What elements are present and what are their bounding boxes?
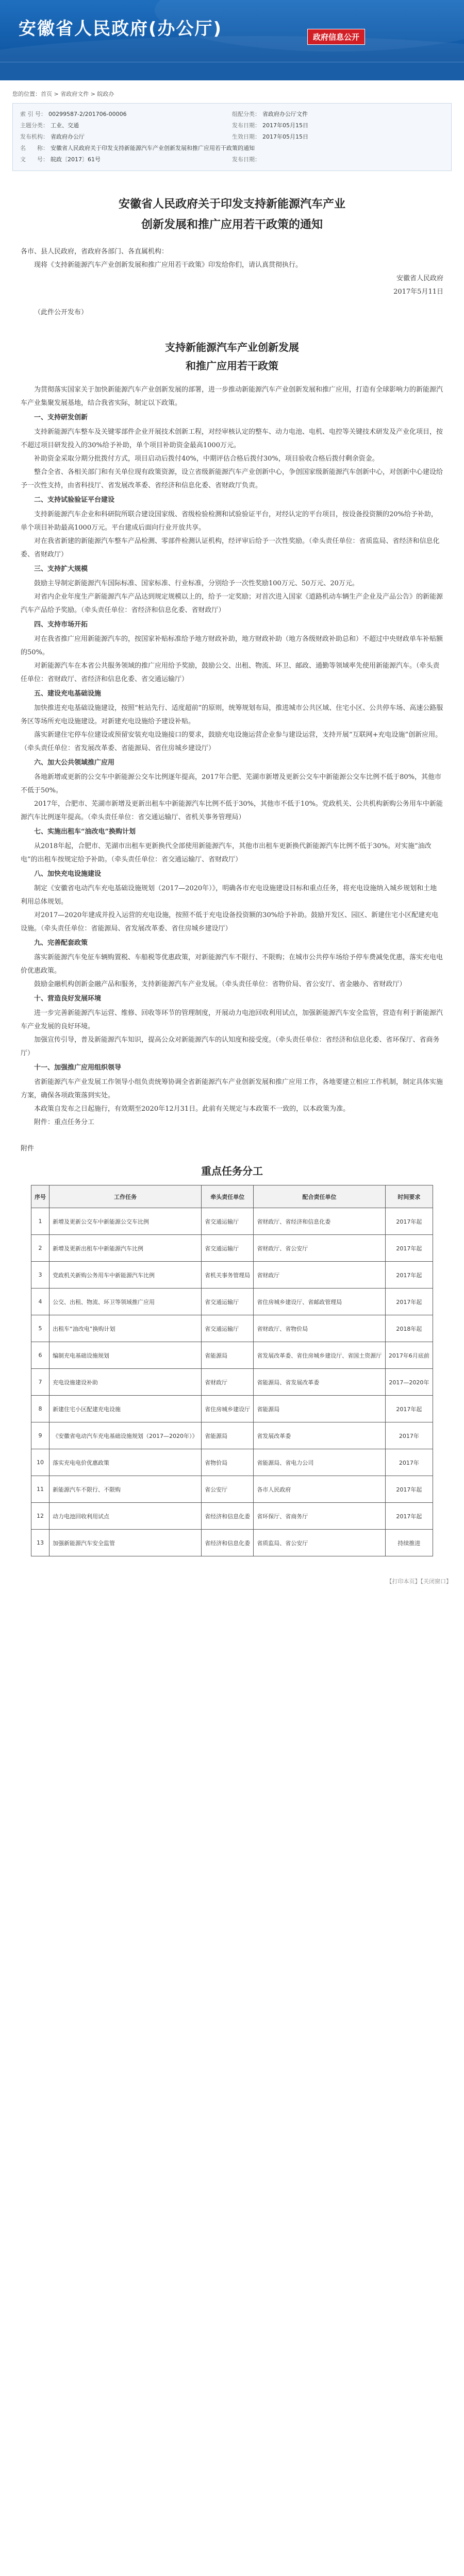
table-cell: 省财政厅、省公安厅 xyxy=(254,1235,385,1262)
document-title xyxy=(0,194,464,235)
table-row xyxy=(31,1289,433,1315)
meta-label: 生效日期： xyxy=(232,133,260,140)
section-heading: 十、营造良好发展环境 xyxy=(34,995,102,1003)
section-paragraph: 加快推进充电基础设施建设，按照“桩站先行、适度超前”的原则，统筹规划布局，推进城市公共区域、住宅小区、公共停车场、高速公路服务区等场所充电设施建设。对新建充电设施给予建设补贴。 xyxy=(21,704,443,725)
table-cell: 省财政厅、省物价局 xyxy=(254,1315,385,1342)
table-row xyxy=(31,1449,433,1476)
table-cell: 新增及更新出租车中新能源汽车比例 xyxy=(49,1235,202,1262)
meta-label: 索 引 号： xyxy=(20,111,46,117)
attachment-label: 附件 xyxy=(21,1145,35,1153)
table-cell: 新增及更新公交车中新能源公交车比例 xyxy=(49,1208,202,1235)
table-cell: 省住房城乡建设厅、省邮政管理局 xyxy=(254,1289,385,1315)
section-paragraph: 省新能源汽车产业发展工作领导小组负责统筹协调全省新能源汽车产业创新发展和推广应用工作，各地要建立相应工作机制，制定具体实施方案，确保各项政策落到实处。 xyxy=(21,1078,443,1099)
section-heading: 十一、加强推广应用组织领导 xyxy=(34,1064,122,1072)
section-paragraph: 补助资金采取分期分批拨付方式，项目启动后拨付40%，中期评估合格后拨付30%，项目验收合格后拨付剩余资金。 xyxy=(34,455,379,463)
table-cell: 2 xyxy=(31,1235,49,1262)
table-header-cell: 配合责任单位 xyxy=(254,1185,385,1208)
policy-title-line: 支持新能源汽车产业创新发展 xyxy=(165,341,299,353)
section-paragraph: 对新能源汽车在本省公共服务领域的推广应用给予奖励，鼓励公交、出租、物流、环卫、邮政、通勤等领域率先使用新能源汽车。（牵头责任单位：省财政厅、省经济和信息化委、省交通运输厅） xyxy=(21,662,440,683)
section-paragraph: 鼓励金融机构创新金融产品和服务，支持新能源汽车产业发展。（牵头责任单位：省物价局、省公安厅、省金融办、省财政厅） xyxy=(34,980,406,988)
meta-label: 组配分类： xyxy=(232,111,260,117)
table-header-cell: 牵头责任单位 xyxy=(202,1185,254,1208)
section-heading: 一、支持研发创新 xyxy=(34,414,88,421)
section-paragraph: 2017年，合肥市、芜湖市新增及更新出租车中新能源汽车比例不低于30%，其他市不低于10%。党政机关、公共机构新购公务用车中新能源汽车比例逐年提高。（牵头责任单位：省交通运输厅、省机关事务管理局） xyxy=(21,800,443,821)
policy-sections xyxy=(21,411,443,1116)
table-cell: 省财政厅 xyxy=(254,1262,385,1289)
section-heading: 五、建设充电基础设施 xyxy=(34,690,102,698)
section-paragraph: 对省内企业年度生产新能源汽车产品达到规定规模以上的，给予一定奖励；对首次进入国家《道路机动车辆生产企业及产品公告》的新能源汽车产品给予奖励。（牵头责任单位：省经济和信息化委、省财政厅） xyxy=(21,593,443,614)
table-cell: 省交通运输厅 xyxy=(202,1235,254,1262)
table-cell: 10 xyxy=(31,1449,49,1476)
table-body xyxy=(31,1208,433,1556)
document-meta-table xyxy=(12,103,452,171)
table-cell: 2017年起 xyxy=(385,1396,433,1422)
table-cell: 省能源局、省发展改革委 xyxy=(254,1369,385,1396)
section-paragraph: 制定《安徽省电动汽车充电基础设施规划（2017—2020年）》，明确各市充电设施建设目标和重点任务，将充电设施纳入城乡规划和土地利用总体规划。 xyxy=(21,885,437,906)
meta-value: 2017年05月15日 xyxy=(262,122,308,129)
table-cell: 省交通运输厅 xyxy=(202,1289,254,1315)
site-header xyxy=(0,0,464,62)
section-heading: 六、加大公共领域推广应用 xyxy=(34,759,115,767)
breadcrumb[interactable]: 您的位置：首页 > 省政府文件 > 皖政办 xyxy=(12,91,114,97)
meta-value: 00299587-2/201706-00006 xyxy=(48,111,127,117)
table-cell: 9 xyxy=(31,1422,49,1449)
table-cell: 编制充电基础设施规划 xyxy=(49,1342,202,1369)
section-paragraph: 落实新能源汽车免征车辆购置税、车船税等优惠政策，对新能源汽车不限行、不限购；在城市公共停车场给予停车费减免优惠，落实充电电价优惠政策。 xyxy=(21,954,443,975)
section-paragraph: 整合全省、各相关部门和有关单位现有政策资源，设立省级新能源汽车产业创新中心，争创国家级新能源汽车创新中心，对创新中心建设给予一次性支持，由省科技厅、省发展改革委、省经济和信息化委、省财政厅负责。 xyxy=(21,468,443,489)
meta-label: 文 号： xyxy=(20,156,48,163)
table-cell: 8 xyxy=(31,1396,49,1422)
section-heading: 二、支持试验验证平台建设 xyxy=(34,496,115,504)
section-paragraph: 对2017—2020年建成并投入运营的充电设施，按照不低于充电设备投资额的30%给予补助。鼓励开发区、园区、新建住宅小区配建充电设施。（牵头责任单位：省能源局、省发展改革委、省住房城乡建设厅） xyxy=(21,911,439,933)
table-cell: 加强新能源汽车安全监管 xyxy=(49,1530,202,1556)
table-cell: 省经济和信息化委 xyxy=(202,1503,254,1530)
table-header-row xyxy=(31,1185,433,1208)
document-title-line: 安徽省人民政府关于印发支持新能源汽车产业 xyxy=(118,197,345,211)
nav-bar xyxy=(0,62,464,80)
table-cell: 7 xyxy=(31,1369,49,1396)
policy-preface: 为贯彻落实国家关于加快新能源汽车产业创新发展的部署，进一步推动新能源汽车产业创新发展和推广应用，打造有全球影响力的新能源汽车产业集聚发展基地，结合我省实际，制定以下政策。 xyxy=(21,386,443,407)
table-cell: 出租车“油改电”换购计划 xyxy=(49,1315,202,1342)
meta-label: 发布机构： xyxy=(20,133,48,140)
table-row xyxy=(31,1315,433,1342)
table-cell: 省能源局 xyxy=(254,1396,385,1422)
table-cell: 公交、出租、物流、环卫等领域推广应用 xyxy=(49,1289,202,1315)
section-paragraph: 对在我省新建的新能源汽车整车产品检测、零部件检测认证机构，经评审后给予一次性奖励。（牵头责任单位：省质监局、省经济和信息化委、省财政厅） xyxy=(21,537,440,558)
task-division-table xyxy=(31,1185,433,1556)
table-cell: 2017年起 xyxy=(385,1503,433,1530)
section-paragraph: 支持新能源汽车整车及关键零部件企业开展技术创新工程，对经审核认定的整车、动力电池、电机、电控等关键技术研发及产业化项目，按不超过项目研发投入的30%给予补助，单个项目补助资金最高1000万元。 xyxy=(21,428,443,449)
table-row xyxy=(31,1369,433,1396)
table-row xyxy=(31,1503,433,1530)
table-cell: 省能源局、省电力公司 xyxy=(254,1449,385,1476)
notice-intro: 现将《支持新能源汽车产业创新发展和推广应用若干政策》印发给你们，请认真贯彻执行。 xyxy=(34,261,303,269)
table-row xyxy=(31,1530,433,1556)
recipients: 各市、县人民政府，省政府各部门、各直属机构： xyxy=(21,248,169,256)
meta-value: 省政府办公厅文件 xyxy=(262,111,308,117)
table-cell: 2017年6月底前 xyxy=(385,1342,433,1369)
meta-value: 皖政〔2017〕61号 xyxy=(51,156,101,163)
meta-label: 发布日期： xyxy=(232,122,260,129)
table-cell: 2017年起 xyxy=(385,1262,433,1289)
meta-label: 发布日期： xyxy=(232,156,260,163)
section-paragraph: 对在我省推广应用新能源汽车的，按国家补贴标准给予地方财政补助，地方财政补助（地方各级财政补助总和）不超过中央财政单车补贴额的50%。 xyxy=(21,635,443,656)
table-cell: 2017—2020年 xyxy=(385,1369,433,1396)
table-cell: 省财政厅、省经济和信息化委 xyxy=(254,1208,385,1235)
table-cell: 省质监局、省公安厅 xyxy=(254,1530,385,1556)
policy-title-line: 和推广应用若干政策 xyxy=(186,360,278,372)
section-paragraph: 加强宣传引导，普及新能源汽车知识，提高公众对新能源汽车的认知度和接受度。（牵头责任单位：省经济和信息化委、省环保厅、省商务厅） xyxy=(21,1036,440,1057)
publication-note: （此件公开发布） xyxy=(34,309,88,316)
section-paragraph: 鼓励主导制定新能源汽车国际标准、国家标准、行业标准，分别给予一次性奖励100万元、50万元、20万元。 xyxy=(34,580,359,587)
table-cell: 省财政厅 xyxy=(202,1369,254,1396)
table-cell: 11 xyxy=(31,1476,49,1503)
table-cell: 《安徽省电动汽车充电基础设施规划（2017—2020年）》 xyxy=(49,1422,202,1449)
section-paragraph: 各地新增或更新的公交车中新能源公交车比例逐年提高，2017年合肥、芜湖市新增及更新公交车中新能源公交车比例不低于80%，其他市不低于50%。 xyxy=(21,773,441,794)
table-cell: 3 xyxy=(31,1262,49,1289)
table-cell: 2017年 xyxy=(385,1422,433,1449)
table-row xyxy=(31,1235,433,1262)
table-cell: 省物价局 xyxy=(202,1449,254,1476)
document-title-line: 创新发展和推广应用若干政策的通知 xyxy=(141,218,323,231)
meta-value: 工业、交通 xyxy=(51,122,79,129)
table-cell: 2017年起 xyxy=(385,1235,433,1262)
table-cell: 2017年 xyxy=(385,1449,433,1476)
table-cell: 省经济和信息化委 xyxy=(202,1530,254,1556)
policy-title xyxy=(0,338,464,375)
table-header-cell: 序号 xyxy=(31,1185,49,1208)
table-cell: 省公安厅 xyxy=(202,1476,254,1503)
table-row xyxy=(31,1262,433,1289)
section-heading: 七、实施出租车“油改电”换购计划 xyxy=(34,828,136,836)
table-cell: 13 xyxy=(31,1530,49,1556)
table-cell: 省机关事务管理局 xyxy=(202,1262,254,1289)
table-cell: 5 xyxy=(31,1315,49,1342)
table-cell: 省住房城乡建设厅 xyxy=(202,1396,254,1422)
table-cell: 落实充电电价优惠政策 xyxy=(49,1449,202,1476)
sign-date: 2017年5月11日 xyxy=(393,288,443,296)
task-table-title: 重点任务分工 xyxy=(201,1165,263,1177)
signer: 安徽省人民政府 xyxy=(396,275,443,282)
table-cell: 4 xyxy=(31,1289,49,1315)
table-cell: 6 xyxy=(31,1342,49,1369)
table-cell: 省环保厅、省商务厅 xyxy=(254,1503,385,1530)
table-header-cell: 工作任务 xyxy=(49,1185,202,1208)
section-paragraph: 落实新建住宅停车位建设或预留安装充电设施接口的要求，鼓励充电设施运营企业参与建设运营，支持开展“互联网+充电设施”创新应用。（牵头责任单位：省发展改革委、省能源局、省住房城乡建设厅） xyxy=(21,731,442,752)
meta-label: 名 称： xyxy=(20,145,48,151)
meta-label: 主题分类： xyxy=(20,122,48,129)
table-cell: 党政机关新购公务用车中新能源汽车比例 xyxy=(49,1262,202,1289)
table-cell: 2017年起 xyxy=(385,1289,433,1315)
table-row xyxy=(31,1476,433,1503)
table-cell: 省交通运输厅 xyxy=(202,1315,254,1342)
table-cell: 新建住宅小区配建充电设施 xyxy=(49,1396,202,1422)
section-paragraph: 从2018年起，合肥市、芜湖市出租车更新换代全部使用新能源汽车，其他市出租车更新换代新能源汽车比例不低于30%。对实施“油改电”的出租车按规定给予补助。（牵头责任单位：省交通运输厅、省财政厅） xyxy=(21,842,432,863)
info-disclosure-badge[interactable]: 政府信息公开 xyxy=(307,29,365,45)
table-cell: 2017年起 xyxy=(385,1208,433,1235)
section-heading: 八、加快充电设施建设 xyxy=(34,870,102,878)
table-header-cell: 时间要求 xyxy=(385,1185,433,1208)
table-cell: 12 xyxy=(31,1503,49,1530)
table-cell: 省能源局 xyxy=(202,1342,254,1369)
section-heading: 三、支持扩大规模 xyxy=(34,565,88,573)
table-cell: 省发展改革委 xyxy=(254,1422,385,1449)
notice-body xyxy=(21,245,443,319)
section-heading: 九、完善配套政策 xyxy=(34,939,88,947)
table-cell: 持续推进 xyxy=(385,1530,433,1556)
table-row xyxy=(31,1422,433,1449)
section-paragraph: 本政策自发布之日起施行，有效期至2020年12月31日。此前有关规定与本政策不一致的，以本政策为准。 xyxy=(34,1105,350,1113)
attachment-reference: 附件：重点任务分工 xyxy=(34,1118,95,1126)
site-title[interactable]: 安徽省人民政府(办公厅) xyxy=(19,19,223,39)
page-actions[interactable]: 【打印本页】【关闭窗口】 xyxy=(386,1578,452,1585)
meta-value: 2017年05月15日 xyxy=(262,133,308,140)
table-cell: 各市人民政府 xyxy=(254,1476,385,1503)
table-cell: 新能源汽车不限行、不限购 xyxy=(49,1476,202,1503)
table-cell: 2018年起 xyxy=(385,1315,433,1342)
table-cell: 省能源局 xyxy=(202,1422,254,1449)
section-paragraph: 支持新能源汽车企业和科研院所联合建设国家级、省级检验检测和试验验证平台，对经认定的平台项目，按设备投资额的20%给予补助，单个项目补助最高1000万元。平台建成后面向行业开放共享。 xyxy=(21,511,438,532)
table-row xyxy=(31,1396,433,1422)
table-cell: 省发展改革委、省住房城乡建设厅、省国土资源厅 xyxy=(254,1342,385,1369)
table-cell: 1 xyxy=(31,1208,49,1235)
table-cell: 动力电池回收利用试点 xyxy=(49,1503,202,1530)
policy-body xyxy=(21,383,443,1129)
table-cell: 省交通运输厅 xyxy=(202,1208,254,1235)
table-cell: 2017年起 xyxy=(385,1476,433,1503)
meta-value: 省政府办公厅 xyxy=(51,133,85,140)
section-paragraph: 进一步完善新能源汽车运营、维修、回收等环节的管理制度，开展动力电池回收利用试点，加强新能源汽车安全监管，营造有利于新能源汽车产业发展的良好环境。 xyxy=(21,1009,443,1030)
table-cell: 充电设施建设补助 xyxy=(49,1369,202,1396)
table-row xyxy=(31,1342,433,1369)
section-heading: 四、支持市场开拓 xyxy=(34,621,88,629)
meta-value: 安徽省人民政府关于印发支持新能源汽车产业创新发展和推广应用若干政策的通知 xyxy=(51,145,255,151)
table-row xyxy=(31,1208,433,1235)
